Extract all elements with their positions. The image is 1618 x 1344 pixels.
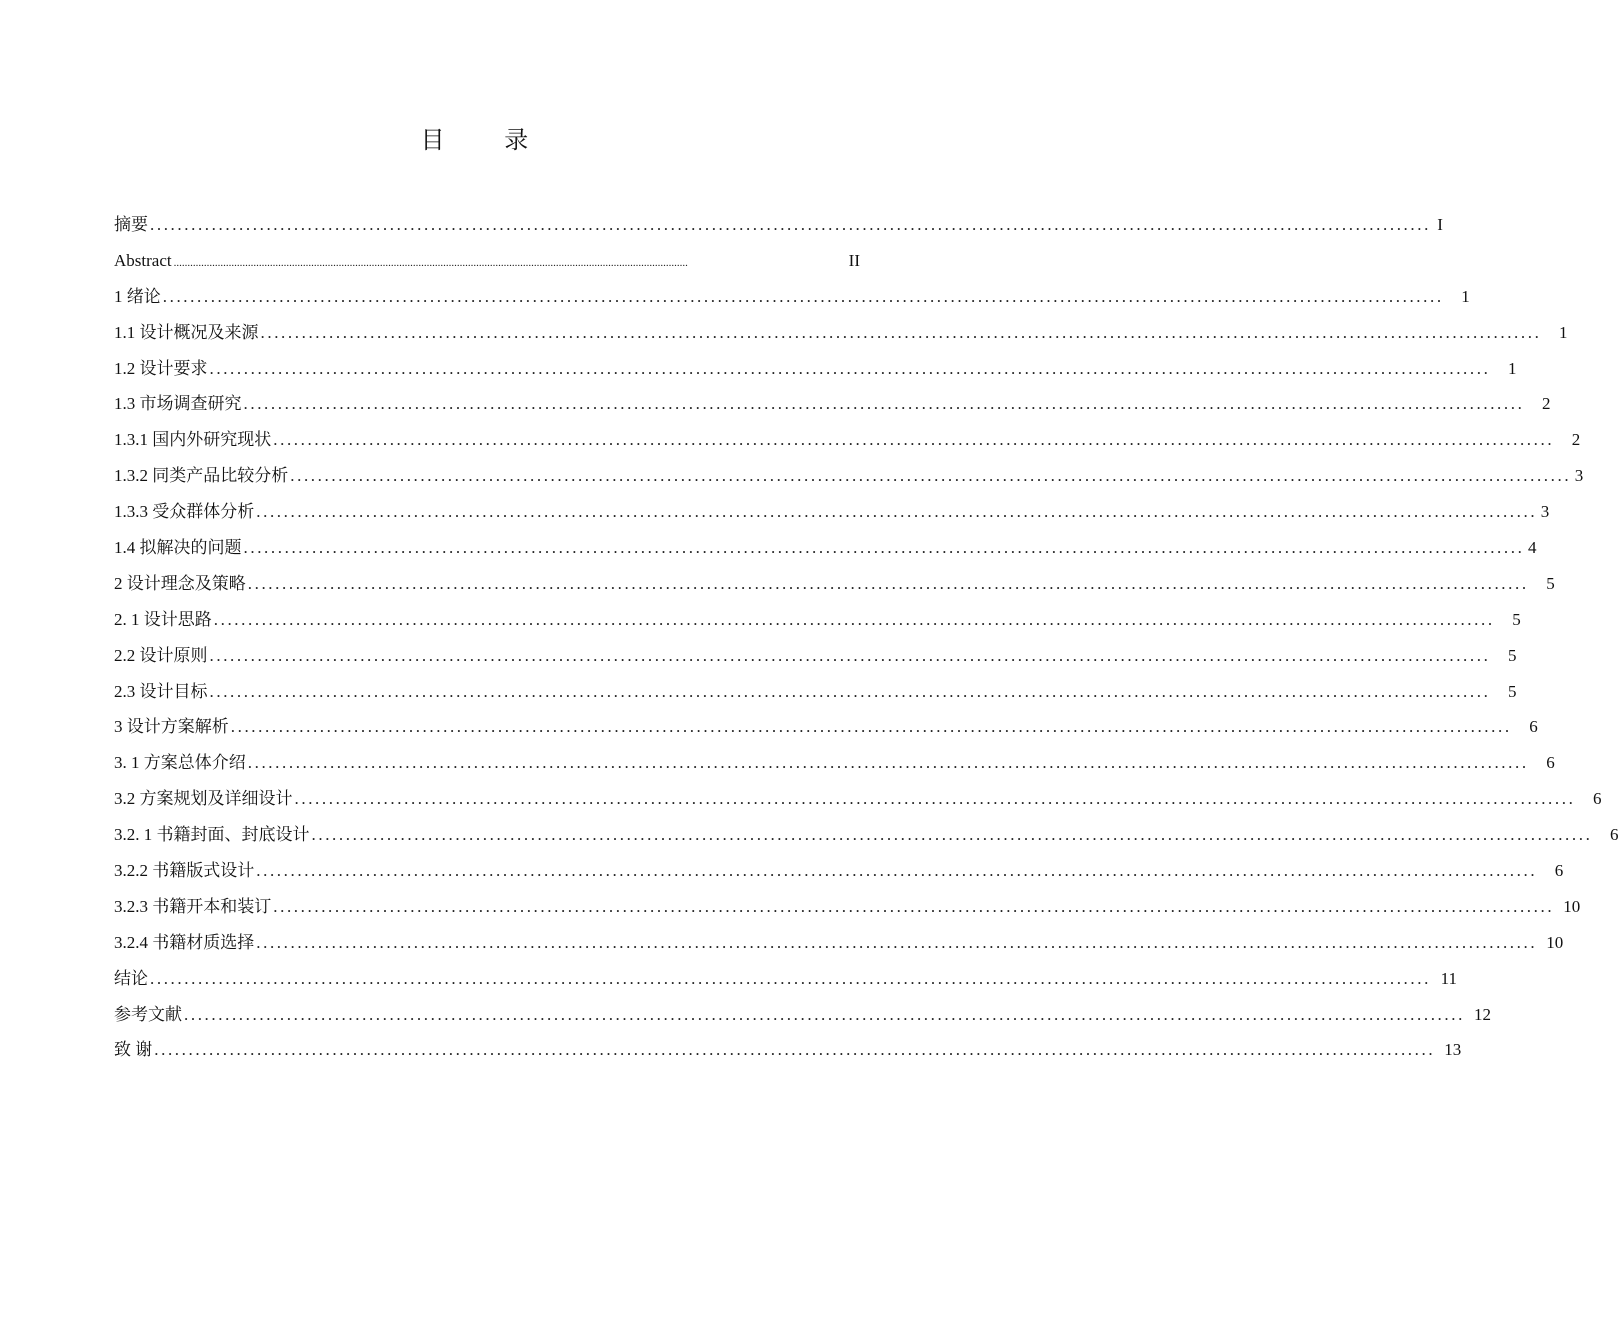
toc-entry-page: 1	[1507, 358, 1517, 378]
toc-entry-label: 3.2.2 书籍版式设计	[114, 861, 255, 881]
dot-leader: ...........................................................................................................................................................................................	[184, 1004, 1465, 1024]
toc-entry-page: 6	[1529, 717, 1538, 737]
toc-entry-page: 5	[1507, 681, 1517, 701]
table-of-contents	[114, 207, 1618, 1068]
toc-entry-1-2[interactable]	[114, 351, 1517, 387]
toc-entry-page: 1	[1558, 322, 1568, 342]
toc-entry-2-1[interactable]	[114, 602, 1521, 638]
dot-leader: ...........................................................................................................................................................................................	[213, 609, 1495, 629]
dot-leader: ...........................................................................................................................................................................................	[311, 825, 1593, 845]
toc-entry-references[interactable]	[114, 997, 1491, 1033]
toc-entry-acknowledgements[interactable]	[114, 1032, 1462, 1068]
toc-entry-page: 10	[1546, 932, 1564, 952]
toc-entry-page: 1	[1461, 286, 1470, 306]
toc-entry-3-2-4[interactable]	[114, 925, 1564, 961]
dot-leader: ...........................................................................................................................................................................................	[256, 502, 1538, 522]
toc-entry-3-2[interactable]	[114, 781, 1602, 817]
toc-entry-abstract-cn[interactable]	[114, 207, 1443, 243]
toc-entry-3-2-2[interactable]	[114, 853, 1564, 889]
toc-title: 目 录	[420, 126, 555, 154]
toc-entry-1-3-2[interactable]	[114, 458, 1584, 494]
dot-leader: ...........................................................................................................................................................................................	[273, 896, 1555, 916]
dot-leader: ...........................................................................................................................................................................................	[209, 645, 1491, 665]
toc-entry-page: 6	[1592, 789, 1602, 809]
toc-entry-abstract-en[interactable]	[114, 243, 860, 279]
dot-leader: ...........................................................................................................................................................................................	[162, 286, 1444, 306]
toc-entry-label: 3.2 方案规划及详细设计	[114, 789, 293, 809]
dot-leader: ...........................................................................................................................................................................................	[154, 1040, 1436, 1060]
toc-entry-label: 1.3.1 国内外研究现状	[114, 430, 272, 450]
toc-entry-label: 2.3 设计目标	[114, 681, 208, 701]
dot-leader: ...........................................................................................................................................................................................	[243, 394, 1525, 414]
toc-entry-page: 10	[1563, 896, 1581, 916]
dot-leader: ...........................................................................................................................................................................................	[243, 538, 1525, 558]
dot-leader: ...........................................................................................................................................................................................	[256, 932, 1538, 952]
toc-entry-page: 4	[1527, 538, 1537, 558]
toc-entry-page: 6	[1609, 825, 1618, 845]
toc-entry-3-2-1[interactable]	[114, 817, 1618, 853]
toc-entry-page: 11	[1440, 968, 1457, 988]
dot-leader: ...........................................................................................................................................................................................	[247, 573, 1529, 593]
toc-entry-3[interactable]	[114, 709, 1538, 745]
toc-entry-label: 致 谢	[114, 1040, 153, 1060]
toc-entry-label: 3 设计方案解析	[114, 717, 229, 737]
dot-leader: ...........................................................................................................................................................................................	[209, 358, 1491, 378]
toc-entry-label: 3. 1 方案总体介绍	[114, 753, 246, 773]
toc-entry-2-2[interactable]	[114, 638, 1517, 674]
toc-entry-label: 2. 1 设计思路	[114, 609, 212, 629]
toc-entry-page: 3	[1574, 466, 1584, 486]
toc-entry-page: 2	[1571, 430, 1581, 450]
toc-entry-3-1[interactable]	[114, 745, 1555, 781]
toc-entry-1-4[interactable]	[114, 530, 1537, 566]
toc-entry-label: 1 绪论	[114, 286, 161, 306]
dot-leader: ...........................................................................................................................................................................................	[256, 861, 1538, 881]
toc-entry-page: I	[1437, 215, 1443, 234]
toc-entry-page: 5	[1512, 609, 1521, 629]
dot-leader: ...........................................................................................................................................................................................	[173, 256, 688, 269]
toc-entry-page: 6	[1546, 753, 1555, 773]
toc-entry-page: 5	[1546, 573, 1555, 593]
toc-entry-1-3[interactable]	[114, 386, 1551, 422]
toc-entry-page: 5	[1507, 645, 1517, 665]
toc-entry-label: 摘要	[114, 215, 148, 234]
toc-entry-conclusion[interactable]	[114, 961, 1457, 997]
toc-entry-label: 1.3 市场调查研究	[114, 394, 242, 414]
toc-entry-label: 3.2.3 书籍开本和装订	[114, 896, 272, 916]
dot-leader: ...........................................................................................................................................................................................	[150, 215, 1431, 234]
toc-entry-1-1[interactable]	[114, 315, 1568, 351]
toc-entry-page: 2	[1541, 394, 1551, 414]
dot-leader: ...........................................................................................................................................................................................	[290, 466, 1572, 486]
dot-leader: ...........................................................................................................................................................................................	[150, 968, 1431, 988]
toc-entry-label: 1.3.3 受众群体分析	[114, 502, 255, 522]
toc-entry-page: 6	[1554, 861, 1564, 881]
toc-entry-label: 1.4 拟解决的问题	[114, 538, 242, 558]
toc-entry-label: 1.3.2 同类产品比较分析	[114, 466, 289, 486]
toc-entry-label: 3.2. 1 书籍封面、封底设计	[114, 825, 310, 845]
toc-entry-label: Abstract	[114, 250, 172, 270]
toc-entry-label: 参考文献	[114, 1004, 182, 1024]
toc-entry-label: 3.2.4 书籍材质选择	[114, 932, 255, 952]
dot-leader: ...........................................................................................................................................................................................	[294, 789, 1576, 809]
dot-leader: ...........................................................................................................................................................................................	[209, 681, 1491, 701]
toc-entry-page: 3	[1540, 502, 1550, 522]
toc-entry-page: II	[848, 250, 860, 270]
toc-entry-page: 12	[1473, 1004, 1491, 1024]
dot-leader: ...........................................................................................................................................................................................	[230, 717, 1512, 737]
dot-leader: ...........................................................................................................................................................................................	[247, 753, 1529, 773]
toc-entry-label: 2.2 设计原则	[114, 645, 208, 665]
toc-entry-label: 1.2 设计要求	[114, 358, 208, 378]
dot-leader: ...........................................................................................................................................................................................	[260, 322, 1542, 342]
toc-entry-label: 结论	[114, 968, 148, 988]
toc-entry-3-2-3[interactable]	[114, 889, 1581, 925]
toc-entry-label: 1.1 设计概况及来源	[114, 322, 259, 342]
toc-entry-1-3-1[interactable]	[114, 422, 1581, 458]
dot-leader: ...........................................................................................................................................................................................	[273, 430, 1555, 450]
toc-entry-1-3-3[interactable]	[114, 494, 1550, 530]
toc-entry-1[interactable]	[114, 279, 1470, 315]
toc-entry-2[interactable]	[114, 566, 1555, 602]
toc-entry-label: 2 设计理念及策略	[114, 573, 246, 593]
toc-entry-2-3[interactable]	[114, 674, 1517, 710]
toc-entry-page: 13	[1444, 1040, 1462, 1060]
